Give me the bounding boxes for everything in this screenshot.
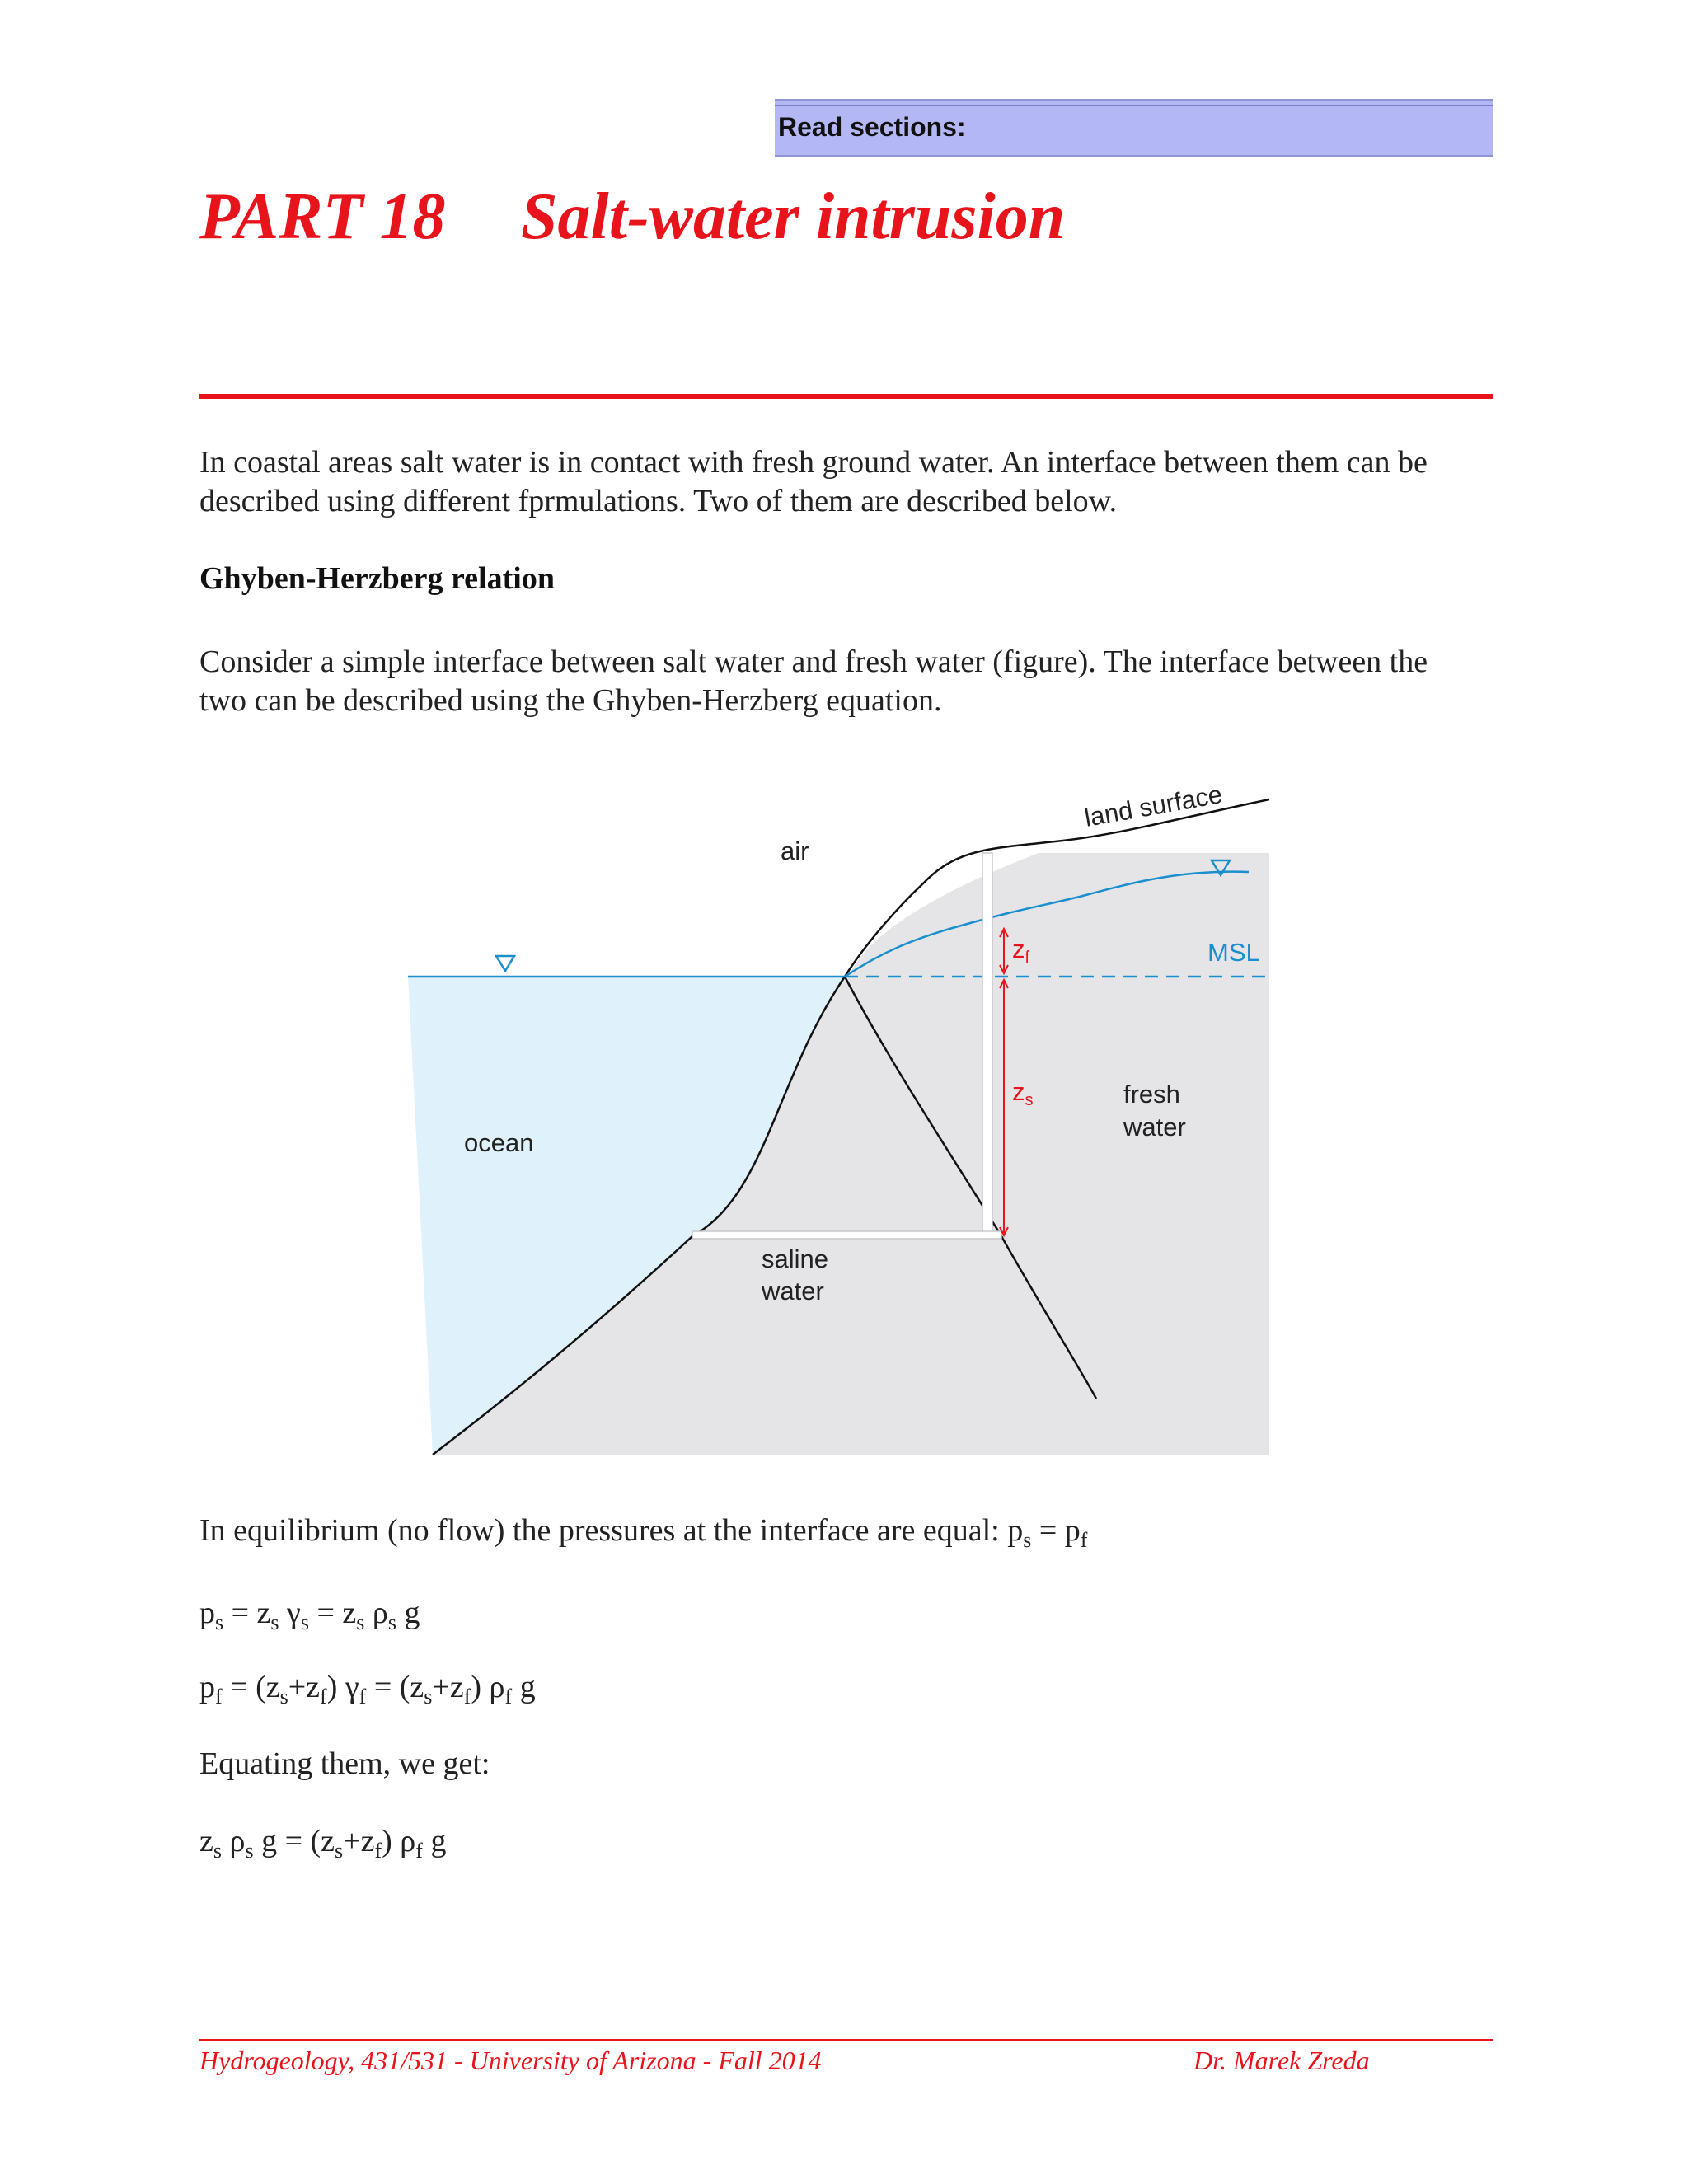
saline-bottom-strip: [692, 1231, 1001, 1239]
read-sections-label: Read sections:: [778, 112, 966, 142]
air-label: air: [781, 837, 809, 865]
equation-pf: $p_f = (z_s+z_f) \gamma_f = (z_s+z_f)$ $\rho_f$ g: [199, 1670, 536, 1708]
section-heading: Ghyben-Herzberg relation: [199, 561, 555, 596]
footer-divider: [199, 2039, 1493, 2041]
equating-text: Equating them, we get:: [199, 1746, 490, 1781]
intro-line-1: In coastal areas salt water is in contact with fresh ground water. An interface between them can be: [199, 445, 1428, 480]
footer-course: Hydrogeology, 431/531 - University of Arizona - Fall 2014: [199, 2046, 822, 2075]
ocean-level-marker-icon: [496, 956, 514, 971]
equation-ps: $p_s = z_s$ $\gamma_s = z_s$ $\rho_s$ g: [199, 1596, 420, 1634]
intro-paragraph: [199, 443, 1493, 521]
section-paragraph: [199, 643, 1493, 720]
zs-label: zs: [1012, 1077, 1034, 1109]
msl-label: MSL: [1207, 938, 1260, 967]
part-name: Salt-water intrusion: [521, 180, 1066, 253]
equilibrium-text: In equilibrium (no flow) the pressures at the interface are equal: p: [199, 1513, 1024, 1548]
zf-label: zf: [1012, 935, 1030, 967]
saline-water-label-line1: saline: [762, 1244, 828, 1273]
ghyben-herzberg-diagram: [387, 775, 1294, 1483]
footer-author: Dr. Marek Zreda: [1193, 2046, 1370, 2075]
equation-combined: $z_s$ $\rho_s$ $g = (z_s+z_f)$ $\rho_f$ g: [199, 1824, 447, 1863]
saline-water-label-line2: water: [762, 1277, 824, 1305]
page-title: [199, 180, 1065, 255]
fresh-water-label-line2: water: [1123, 1113, 1186, 1141]
well-column: [982, 853, 992, 1236]
fresh-water-label-line1: fresh: [1123, 1080, 1180, 1108]
section-line-2: two can be described using the Ghyben-Herzberg equation.: [199, 683, 942, 718]
intro-line-2: described using different fprmulations. Two of them are described below.: [199, 484, 1118, 518]
ocean-label: ocean: [464, 1128, 534, 1157]
title-divider: [199, 394, 1493, 399]
section-line-1: Consider a simple interface between salt water and fresh water (figure). The interface between the: [199, 644, 1428, 679]
equilibrium-statement: In equilibrium (no flow) the pressures at the interface are equal: $p_s = p_f$: [199, 1513, 1088, 1552]
land-surface-label: land surface: [1082, 780, 1225, 832]
read-sections-box: [775, 99, 1493, 157]
part-number: PART 18: [199, 180, 446, 253]
